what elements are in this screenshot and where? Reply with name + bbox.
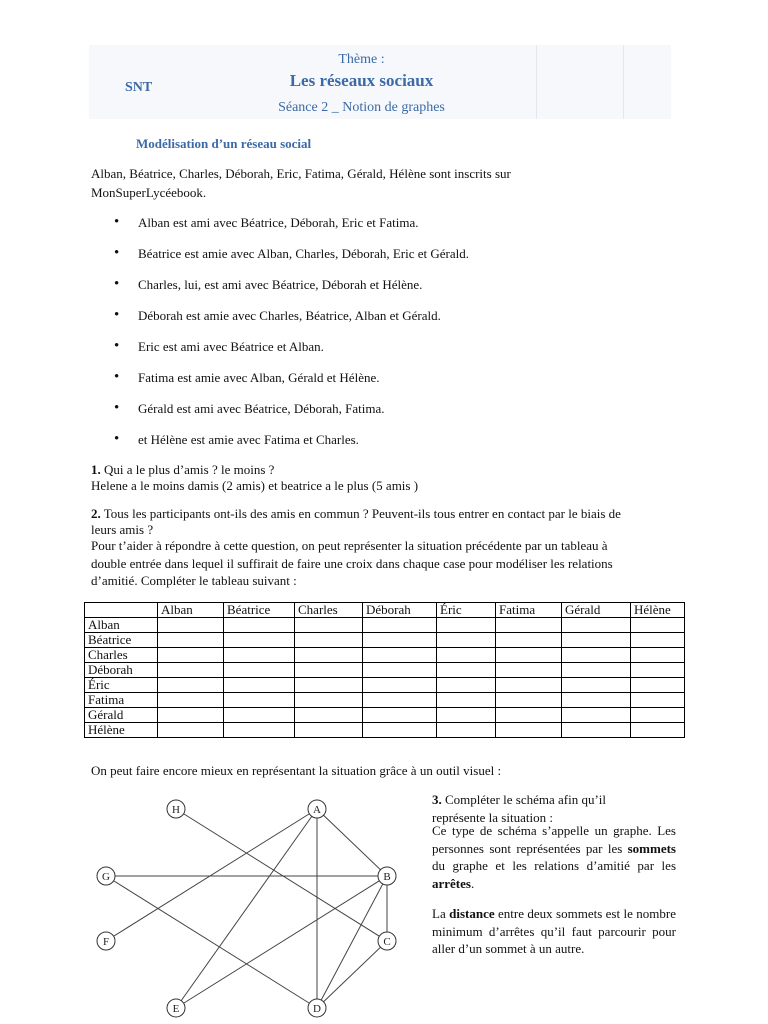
graph-edge-BE bbox=[176, 876, 387, 1008]
graph-node-C bbox=[378, 932, 396, 950]
text-run: Ce type de schéma s’appelle un graphe. Les personnes sont représentées par les bbox=[432, 823, 676, 856]
question-text: Compléter le schéma afin qu’il bbox=[445, 792, 607, 807]
table-cell[interactable] bbox=[363, 678, 437, 693]
graph-edge-HC bbox=[176, 809, 387, 941]
table-cell[interactable] bbox=[295, 678, 363, 693]
help-text: double entrée dans lequel il suffirait de faire une croix dans chaque case pour modéliser les relations bbox=[91, 556, 613, 571]
table-cell[interactable] bbox=[224, 693, 295, 708]
graph-edge-BD bbox=[317, 876, 387, 1008]
table-cell[interactable] bbox=[363, 693, 437, 708]
distance-definition bbox=[432, 905, 676, 958]
list-item: • Béatrice est amie avec Alban, Charles, Déborah, Eric et Gérald. bbox=[114, 245, 469, 276]
svg-text:H: H bbox=[172, 804, 180, 816]
table-cell[interactable] bbox=[562, 678, 631, 693]
list-item: • Eric est ami avec Béatrice et Alban. bbox=[114, 338, 469, 369]
row-header: Charles bbox=[85, 648, 158, 663]
list-item: • Fatima est amie avec Alban, Gérald et Hélène. bbox=[114, 369, 469, 400]
graph-node-D bbox=[308, 999, 326, 1017]
page-title: Les réseaux sociaux bbox=[289, 71, 434, 90]
table-cell[interactable] bbox=[158, 693, 224, 708]
row-header: Béatrice bbox=[85, 633, 158, 648]
session-label: Séance 2 _ Notion de graphes bbox=[278, 100, 445, 115]
table-cell[interactable] bbox=[496, 618, 562, 633]
table-cell[interactable] bbox=[158, 648, 224, 663]
graph-node-B bbox=[378, 867, 396, 885]
column-header: Charles bbox=[295, 603, 363, 618]
list-item: • Gérald est ami avec Béatrice, Déborah, Fatima. bbox=[114, 400, 469, 431]
term-sommets: sommets bbox=[627, 840, 676, 856]
svg-text:C: C bbox=[383, 936, 391, 948]
table-header-row bbox=[85, 603, 685, 618]
text-run: . bbox=[470, 875, 475, 891]
visual-intro: On peut faire encore mieux en représentant la situation grâce à un outil visuel : bbox=[91, 763, 502, 778]
row-header: Hélène bbox=[85, 723, 158, 738]
graph-edge-AF bbox=[106, 809, 317, 941]
graph-node-H bbox=[167, 800, 185, 818]
graph-edge-GD bbox=[106, 876, 317, 1008]
text-run: du graphe et les relations d’amitié par les bbox=[432, 858, 676, 873]
column-header: Gérald bbox=[562, 603, 631, 618]
table-cell[interactable] bbox=[437, 648, 496, 663]
column-header: Hélène bbox=[631, 603, 685, 618]
term-arretes: arrêtes bbox=[432, 875, 471, 891]
table-cell[interactable] bbox=[437, 618, 496, 633]
svg-text:E: E bbox=[172, 1003, 180, 1015]
table-cell[interactable] bbox=[496, 693, 562, 708]
table-cell[interactable] bbox=[496, 723, 562, 738]
table-cell[interactable] bbox=[631, 708, 685, 723]
answer-1: Helene a le moins damis (2 amis) et beatrice a le plus (5 amis ) bbox=[91, 478, 419, 493]
list-item: • Alban est ami avec Béatrice, Déborah, Eric et Fatima. bbox=[114, 214, 469, 245]
question-number: 1. bbox=[91, 462, 101, 477]
table-row bbox=[85, 693, 685, 708]
question-1 bbox=[91, 461, 274, 478]
friendship-table bbox=[84, 602, 685, 738]
question-2-cont: leurs amis ? bbox=[91, 522, 154, 537]
table-cell[interactable] bbox=[496, 708, 562, 723]
table-cell[interactable] bbox=[295, 708, 363, 723]
list-item: • Charles, lui, est ami avec Béatrice, Déborah et Hélène. bbox=[114, 276, 469, 307]
table-cell[interactable] bbox=[631, 693, 685, 708]
table-cell[interactable] bbox=[562, 633, 631, 648]
table-cell[interactable] bbox=[562, 648, 631, 663]
table-row bbox=[85, 618, 685, 633]
question-3 bbox=[432, 791, 676, 826]
table-row bbox=[85, 648, 685, 663]
graph-edge-AE bbox=[176, 809, 317, 1008]
table-cell[interactable] bbox=[224, 678, 295, 693]
table-cell[interactable] bbox=[224, 708, 295, 723]
table-cell[interactable] bbox=[295, 648, 363, 663]
friends-list bbox=[114, 214, 469, 462]
table-cell[interactable] bbox=[631, 723, 685, 738]
table-cell[interactable] bbox=[496, 648, 562, 663]
table-cell[interactable] bbox=[496, 678, 562, 693]
section-title: Modélisation d’un réseau social bbox=[136, 136, 312, 151]
table-cell[interactable] bbox=[631, 663, 685, 678]
table-row bbox=[85, 723, 685, 738]
column-header: Alban bbox=[158, 603, 224, 618]
graph-edge-AB bbox=[317, 809, 387, 876]
intro-line: Alban, Béatrice, Charles, Déborah, Eric, Fatima, Gérald, Hélène sont inscrits sur bbox=[91, 166, 511, 181]
table-cell[interactable] bbox=[224, 663, 295, 678]
table-cell[interactable] bbox=[295, 693, 363, 708]
table-row bbox=[85, 663, 685, 678]
question-text: représente la situation : bbox=[432, 809, 553, 825]
column-header: Béatrice bbox=[224, 603, 295, 618]
row-header: Déborah bbox=[85, 663, 158, 678]
table-cell[interactable] bbox=[562, 693, 631, 708]
intro-line: MonSuperLycéebook. bbox=[91, 185, 207, 200]
table-cell[interactable] bbox=[437, 663, 496, 678]
table-cell[interactable] bbox=[295, 633, 363, 648]
table-cell[interactable] bbox=[158, 663, 224, 678]
table-cell[interactable] bbox=[158, 633, 224, 648]
table-cell[interactable] bbox=[562, 618, 631, 633]
table-cell[interactable] bbox=[295, 723, 363, 738]
text-run: entre deux sommets est le nombre minimum d’arrêtes qu’il faut parcourir pour aller d’un sommet à un autre. bbox=[432, 906, 676, 956]
table-cell[interactable] bbox=[158, 708, 224, 723]
graph-node-A bbox=[308, 800, 326, 818]
table-cell[interactable] bbox=[363, 663, 437, 678]
svg-text:G: G bbox=[102, 871, 110, 883]
table-cell[interactable] bbox=[295, 618, 363, 633]
table-cell[interactable] bbox=[562, 663, 631, 678]
help-text: Pour t’aider à répondre à cette question, on peut représenter la situation précédente par un tableau à bbox=[91, 538, 608, 553]
friendship-graph bbox=[88, 795, 408, 1024]
header-label: SNT bbox=[125, 80, 153, 95]
table-cell[interactable] bbox=[363, 708, 437, 723]
term-distance: distance bbox=[449, 906, 495, 921]
table-cell[interactable] bbox=[224, 618, 295, 633]
svg-text:A: A bbox=[313, 804, 321, 816]
row-header: Éric bbox=[85, 678, 158, 693]
row-header: Alban bbox=[85, 618, 158, 633]
table-cell[interactable] bbox=[437, 693, 496, 708]
question-number: 2. bbox=[91, 506, 101, 521]
table-cell[interactable] bbox=[631, 648, 685, 663]
corner-cell bbox=[85, 603, 158, 618]
table-cell[interactable] bbox=[158, 678, 224, 693]
table-cell[interactable] bbox=[437, 633, 496, 648]
table-cell[interactable] bbox=[562, 723, 631, 738]
graph-edges bbox=[106, 809, 387, 1008]
header-box bbox=[89, 45, 671, 119]
table-cell[interactable] bbox=[224, 648, 295, 663]
graph-node-F bbox=[97, 932, 115, 950]
table-cell[interactable] bbox=[158, 618, 224, 633]
question-text: Qui a le plus d’amis ? le moins ? bbox=[104, 462, 275, 477]
column-header: Éric bbox=[437, 603, 496, 618]
list-item: • et Hélène est amie avec Fatima et Charles. bbox=[114, 431, 469, 462]
table-cell[interactable] bbox=[437, 708, 496, 723]
table-cell[interactable] bbox=[363, 618, 437, 633]
graph-node-E bbox=[167, 999, 185, 1017]
table-cell[interactable] bbox=[437, 678, 496, 693]
table-cell[interactable] bbox=[631, 633, 685, 648]
table-cell[interactable] bbox=[631, 618, 685, 633]
table-cell[interactable] bbox=[158, 723, 224, 738]
svg-text:B: B bbox=[383, 871, 391, 883]
table-cell[interactable] bbox=[437, 723, 496, 738]
table-cell[interactable] bbox=[224, 633, 295, 648]
text-run: La bbox=[432, 906, 450, 921]
column-header: Fatima bbox=[496, 603, 562, 618]
table-cell[interactable] bbox=[496, 663, 562, 678]
row-header: Gérald bbox=[85, 708, 158, 723]
table-cell[interactable] bbox=[631, 678, 685, 693]
table-cell[interactable] bbox=[295, 663, 363, 678]
table-cell[interactable] bbox=[562, 708, 631, 723]
graph-definition bbox=[432, 822, 676, 892]
list-item: • Déborah est amie avec Charles, Béatrice, Alban et Gérald. bbox=[114, 307, 469, 338]
table-row bbox=[85, 708, 685, 723]
column-header: Déborah bbox=[363, 603, 437, 618]
help-text: d’amitié. Compléter le tableau suivant : bbox=[91, 573, 297, 588]
svg-text:D: D bbox=[313, 1003, 321, 1015]
table-row bbox=[85, 633, 685, 648]
row-header: Fatima bbox=[85, 693, 158, 708]
table-cell[interactable] bbox=[363, 723, 437, 738]
svg-text:F: F bbox=[102, 936, 110, 948]
question-2 bbox=[91, 505, 621, 522]
table-cell[interactable] bbox=[224, 723, 295, 738]
question-text: Tous les participants ont-ils des amis en commun ? Peuvent-ils tous entrer en contact par le biais de bbox=[103, 506, 621, 521]
table-cell[interactable] bbox=[363, 648, 437, 663]
table-cell[interactable] bbox=[496, 633, 562, 648]
graph-node-G bbox=[97, 867, 115, 885]
question-number: 3. bbox=[432, 792, 442, 807]
graph-edge-CD bbox=[317, 941, 387, 1008]
table-row bbox=[85, 678, 685, 693]
table-cell[interactable] bbox=[363, 633, 437, 648]
theme-label: Thème : bbox=[338, 52, 385, 67]
